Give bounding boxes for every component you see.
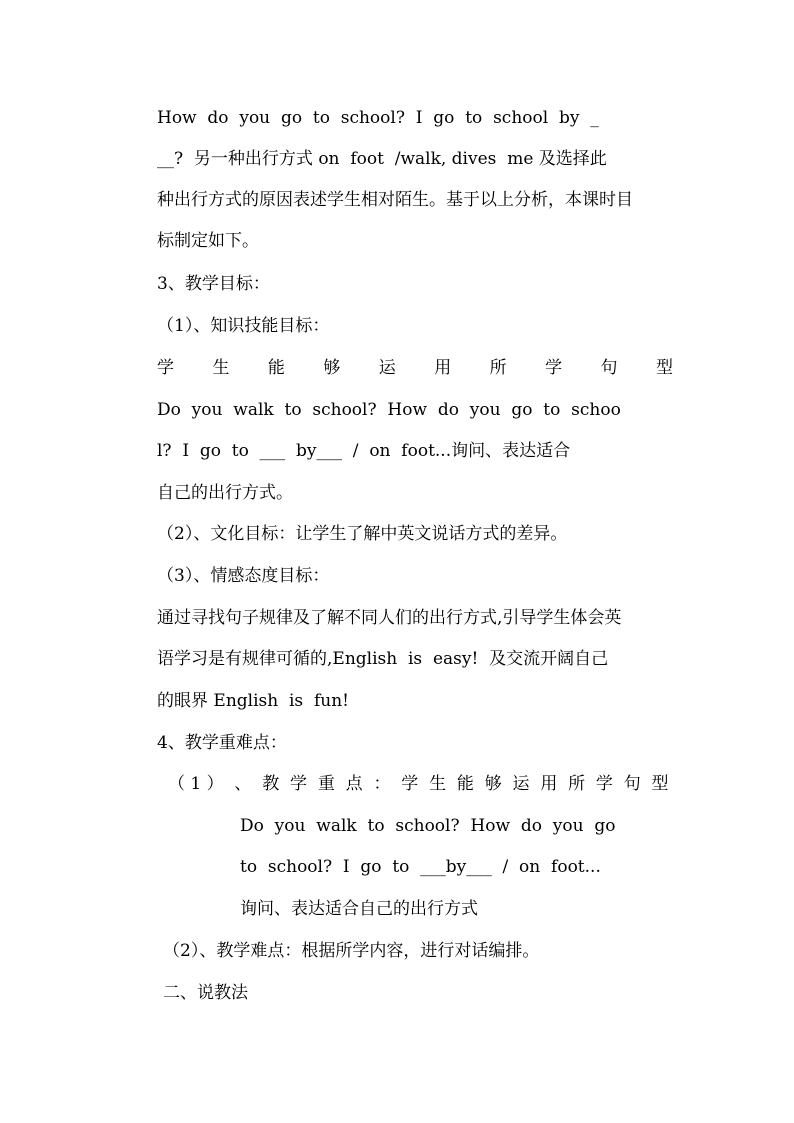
paragraph-line: __? 另一种出行方式 on foot /walk, dives me 及选择此 [157,149,607,169]
section-heading-teaching-goals: 3、教学目标： [157,274,270,294]
goal-knowledge-line [157,356,673,380]
paragraph-line: 种出行方式的原因表述学生相对陌生。基于以上分析，本课时目 [157,190,633,210]
justified-char: 型 [655,358,673,378]
justified-char: 生 [212,358,230,378]
justified-char: 学 [157,358,174,378]
section-heading-teaching-method: 二、说教法 [163,983,248,1003]
section-heading-key-points: 4、教学重难点： [157,733,287,753]
goal-emotion-line: 语学习是有规律可循的,English is easy! 及交流开阔自己 [157,649,609,669]
paragraph-line: 标制定如下。 [157,231,259,251]
justified-char: 学 [545,358,563,378]
goal-emotion-line: 通过寻找句子规律及了解不同人们的出行方式,引导学生体会英 [157,608,622,628]
key-point-line: Do you walk to school? How do you go [240,816,616,836]
justified-char: 用 [434,358,452,378]
key-point-line: 询问、表达适合自己的出行方式 [240,899,478,919]
paragraph-line: How do you go to school? I go to school by _ [157,108,599,128]
key-point-line: to school? I go to ___by___ / on foot... [240,857,601,877]
justified-char: 能 [267,358,285,378]
difficult-point: （2）、教学难点：根据所学内容，进行对话编排。 [163,941,540,961]
justified-char: 句 [600,358,618,378]
goal-knowledge-line: 自己的出行方式。 [157,483,293,503]
goal-emotion-line: 的眼界 English is fun! [157,691,349,711]
goal-knowledge-heading: （1）、知识技能目标： [157,316,330,336]
goal-knowledge-line: Do you walk to school? How do you go to schoo [157,400,621,420]
justified-char: 所 [489,358,507,378]
key-point-heading: （ 1 ） 、 教 学 重 点 ： 学 生 能 够 运 用 所 学 句 型 [168,774,669,794]
goal-culture: （2）、文化目标：让学生了解中英文说话方式的差异。 [157,524,568,544]
goal-emotion-heading: （3）、情感态度目标： [157,566,330,586]
justified-char: 运 [378,358,396,378]
goal-knowledge-line: l? I go to ___ by___ / on foot...询问、表达适合 [157,441,571,461]
justified-char: 够 [323,358,341,378]
